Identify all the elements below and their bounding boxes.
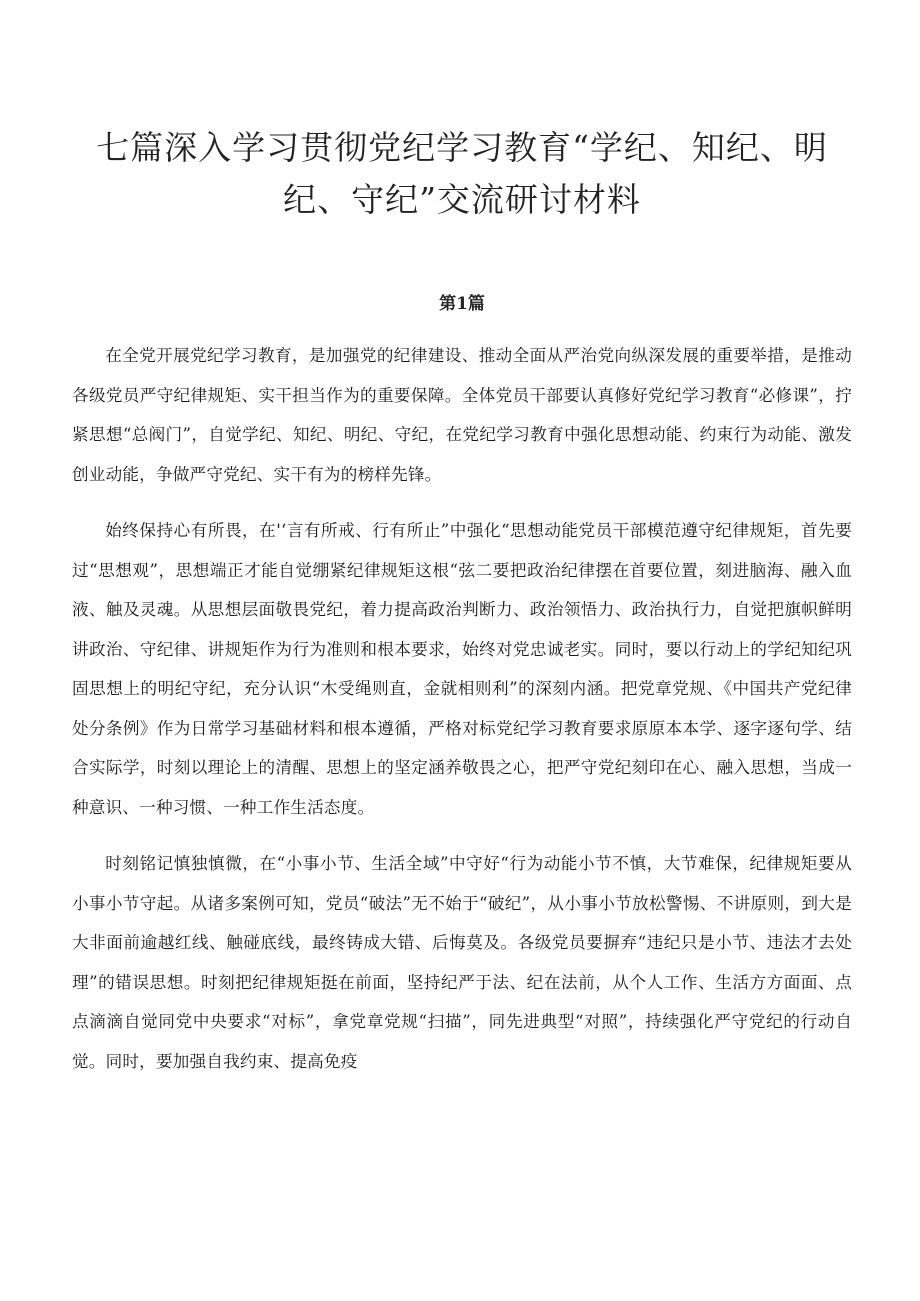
- paragraph-1: 在全党开展党纪学习教育，是加强党的纪律建设、推动全面从严治党向纵深发展的重要举措，是推动各级党员严守纪律规矩、实干担当作为的重要保障。全体党员干部要认真修好党纪学习教育“必修课”，拧紧思想“总阀门”，自觉学纪、知纪、明纪、守纪，在党纪学习教育中强化思想动能、约束行为动能、激发创业动能，争做严守党纪、实干有为的榜样先锋。: [72, 346, 852, 484]
- document-title-line-2: 纪、守纪”交流研讨材料: [283, 180, 641, 219]
- paragraph-2: 始终保持心有所畏，在'‘言有所戒、行有所止”中强化“思想动能党员干部模范遵守纪律规矩，首先要过“思想观”，思想端正才能自觉绷紧纪律规矩这根“弦二要把政治纪律摆在首要位置，刻进脑海、融入血液、触及灵魂。从思想层面敬畏党纪，着力提高政治判断力、政治领悟力、政治执行力，自觉把旗帜鲜明讲政治、守纪律、讲规矩作为行为准则和根本要求，始终对党忠诚老实。同时，要以行动上的学纪知纪巩固思想上的明纪守纪，充分认识“木受绳则直，金就相则利”的深刻内涵。把党章党规、《中国共产党纪律处分条例》作为日常学习基础材料和根本遵循，严格对标党纪学习教育要求原原本本学、逐字逐句学、结合实际学，时刻以理论上的清醒、思想上的坚定涵养敬畏之心，把严守党纪刻印在心、融入思想，当成一种意识、一种习惯、一种工作生活态度。: [72, 521, 852, 817]
- document-body: [72, 336, 852, 1081]
- document-title-line-1: 七篇深入学习贯彻党纪学习教育“学纪、知纪、明: [96, 128, 828, 167]
- paragraph-3: 时刻铭记慎独慎微，在“小事小节、生活全域”中守好“行为动能小节不慎，大节难保，纪律规矩要从小事小节守起。从诸多案例可知，党员“破法”无不始于“破纪”，从小事小节放松警惕、不讲原则，到大是大非面前逾越红线、触碰底线，最终铸成大错、后悔莫及。各级党员要摒弃“违纪只是小节、违法才去处理”的错误思想。时刻把纪律规矩挺在前面，坚持纪严于法、纪在法前，从个人工作、生活方方面面、点点滴滴自觉同党中央要求“对标”，拿党章党规“扫描”，同先进典型“对照”，持续强化严守党纪的行动自觉。同时，要加强自我约束、提高免疫: [72, 854, 852, 1071]
- section-heading: 第1篇: [439, 294, 485, 314]
- document-title: [72, 122, 852, 226]
